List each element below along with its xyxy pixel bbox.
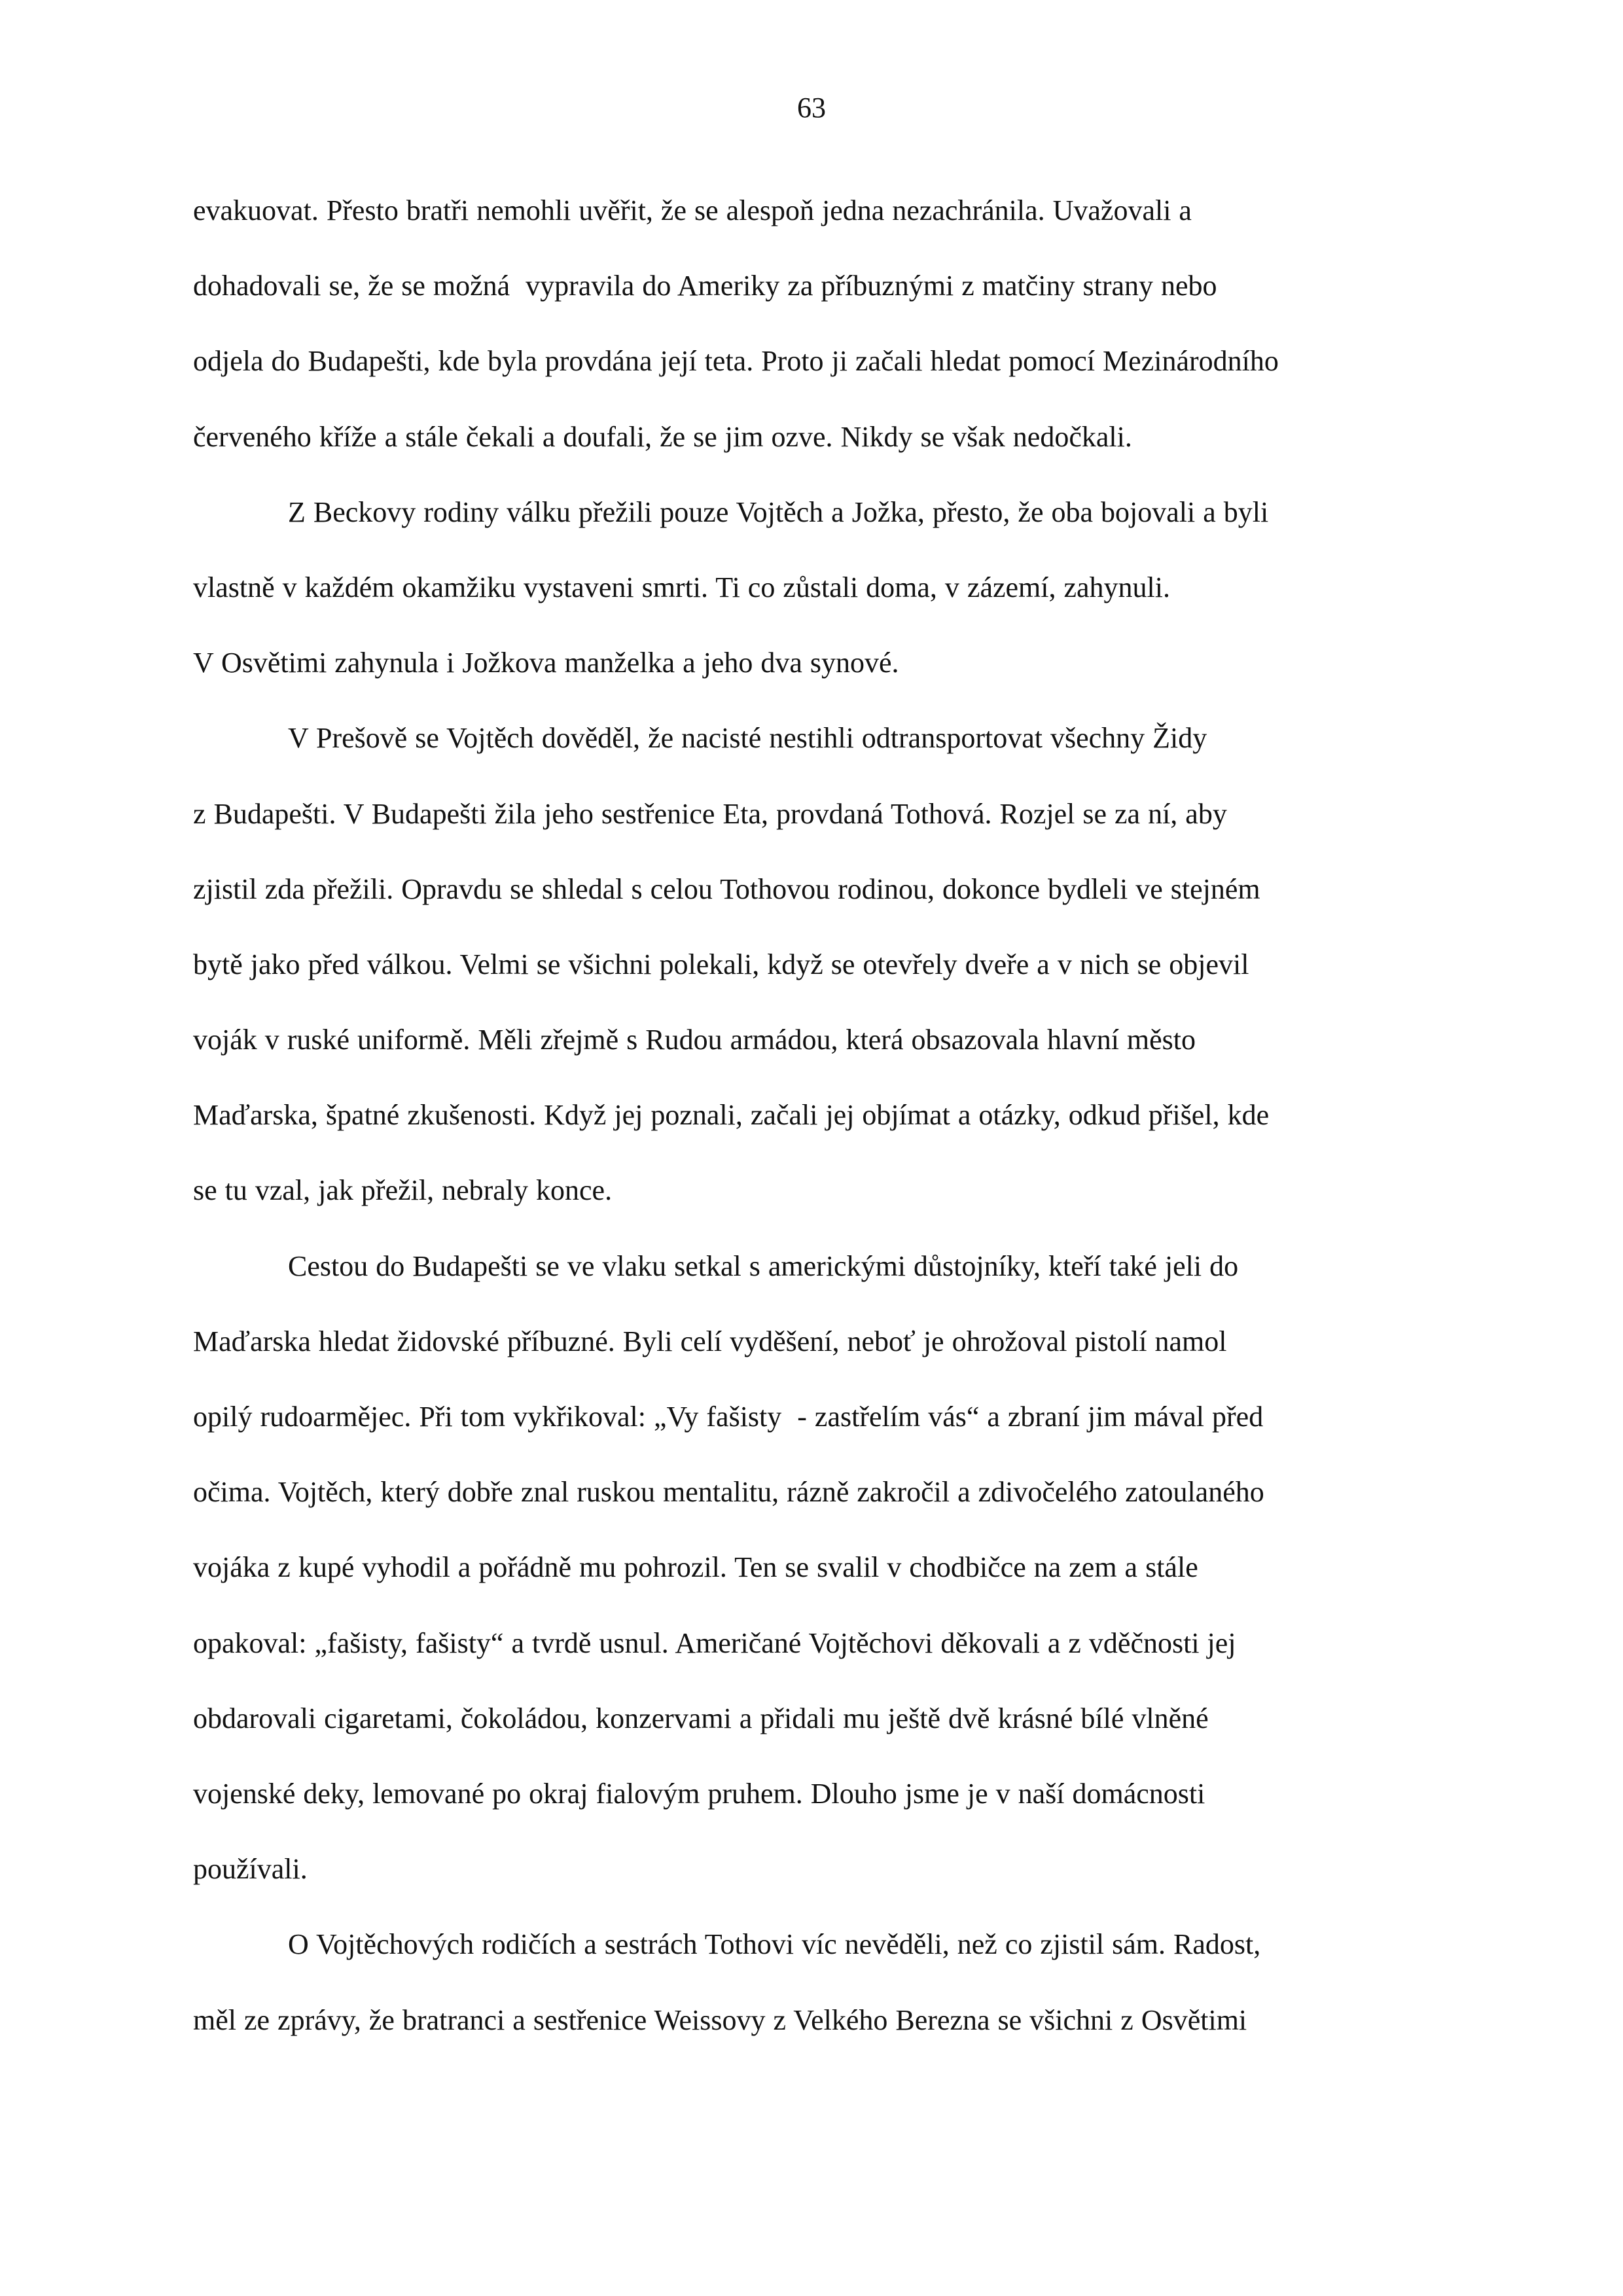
- text-line: vojenské deky, lemované po okraj fialovým pruhem. Dlouho jsme je v naší domácnosti: [193, 1777, 1205, 1810]
- page-number: 63: [797, 92, 826, 124]
- text-line: používali.: [193, 1853, 308, 1886]
- text-line: vlastně v každém okamžiku vystaveni smrti. Ti co zůstali doma, v zázemí, zahynuli.: [193, 571, 1171, 603]
- text-line: O Vojtěchových rodičích a sestrách Tothovi víc nevěděli, než co zjistil sám. Radost,: [288, 1928, 1261, 1961]
- text-line: Z Beckovy rodiny válku přežili pouze Vojtěch a Jožka, přesto, že oba bojovali a byli: [288, 495, 1269, 528]
- text-line: měl ze zprávy, že bratranci a sestřenice Weissovy z Velkého Berezna se všichni z Osvětimi: [193, 2003, 1247, 2036]
- text-line: se tu vzal, jak přežil, nebraly konce.: [193, 1174, 613, 1207]
- text-line: voják v ruské uniformě. Měli zřejmě s Rudou armádou, která obsazovala hlavní město: [193, 1024, 1196, 1056]
- text-line: opakoval: „fašisty, fašisty“ a tvrdě usnul. Američané Vojtěchovi děkovali a z vděčnosti jej: [193, 1626, 1236, 1659]
- text-line: Maďarska hledat židovské příbuzné. Byli celí vyděšení, neboť je ohrožoval pistolí namol: [193, 1325, 1227, 1357]
- text-line: bytě jako před válkou. Velmi se všichni polekali, když se otevřely dveře a v nich se objevil: [193, 948, 1249, 980]
- text-line: V Prešově se Vojtěch dověděl, že nacisté nestihli odtransportovat všechny Židy: [288, 722, 1207, 755]
- text-line: odjela do Budapešti, kde byla provdána její teta. Proto ji začali hledat pomocí Mezinárodního: [193, 345, 1279, 378]
- document-text: [193, 173, 1433, 2058]
- text-line: zjistil zda přežili. Opravdu se shledal s celou Tothovou rodinou, dokonce bydleli ve stejném: [193, 872, 1260, 905]
- text-line: evakuovat. Přesto bratři nemohli uvěřit, že se alespoň jedna nezachránila. Uvažovali a: [193, 194, 1192, 226]
- text-line: vojáka z kupé vyhodil a pořádně mu pohrozil. Ten se svalil v chodbičce na zem a stále: [193, 1551, 1198, 1584]
- text-line: z Budapešti. V Budapešti žila jeho sestřenice Eta, provdaná Tothová. Rozjel se za ní, aby: [193, 797, 1227, 830]
- text-line: obdarovali cigaretami, čokoládou, konzervami a přidali mu ještě dvě krásné bílé vlněné: [193, 1702, 1209, 1734]
- text-line: očima. Vojtěch, který dobře znal ruskou mentalitu, rázně zakročil a zdivočelého zatoulaného: [193, 1476, 1264, 1509]
- text-line: V Osvětimi zahynula i Jožkova manželka a jeho dva synové.: [193, 647, 899, 679]
- text-line: Cestou do Budapešti se ve vlaku setkal s americkými důstojníky, kteří také jeli do: [288, 1249, 1239, 1282]
- text-line: Maďarska, špatné zkušenosti. Když jej poznali, začali jej objímat a otázky, odkud přišel, kde: [193, 1099, 1270, 1132]
- text-line: dohadovali se, že se možná vypravila do Ameriky za příbuznými z matčiny strany nebo: [193, 270, 1217, 302]
- text-line: opilý rudoarmějec. Při tom vykřikoval: „Vy fašisty - zastřelím vás“ a zbraní jim mával před: [193, 1401, 1264, 1433]
- text-line: červeného kříže a stále čekali a doufali, že se jim ozve. Nikdy se však nedočkali.: [193, 420, 1132, 453]
